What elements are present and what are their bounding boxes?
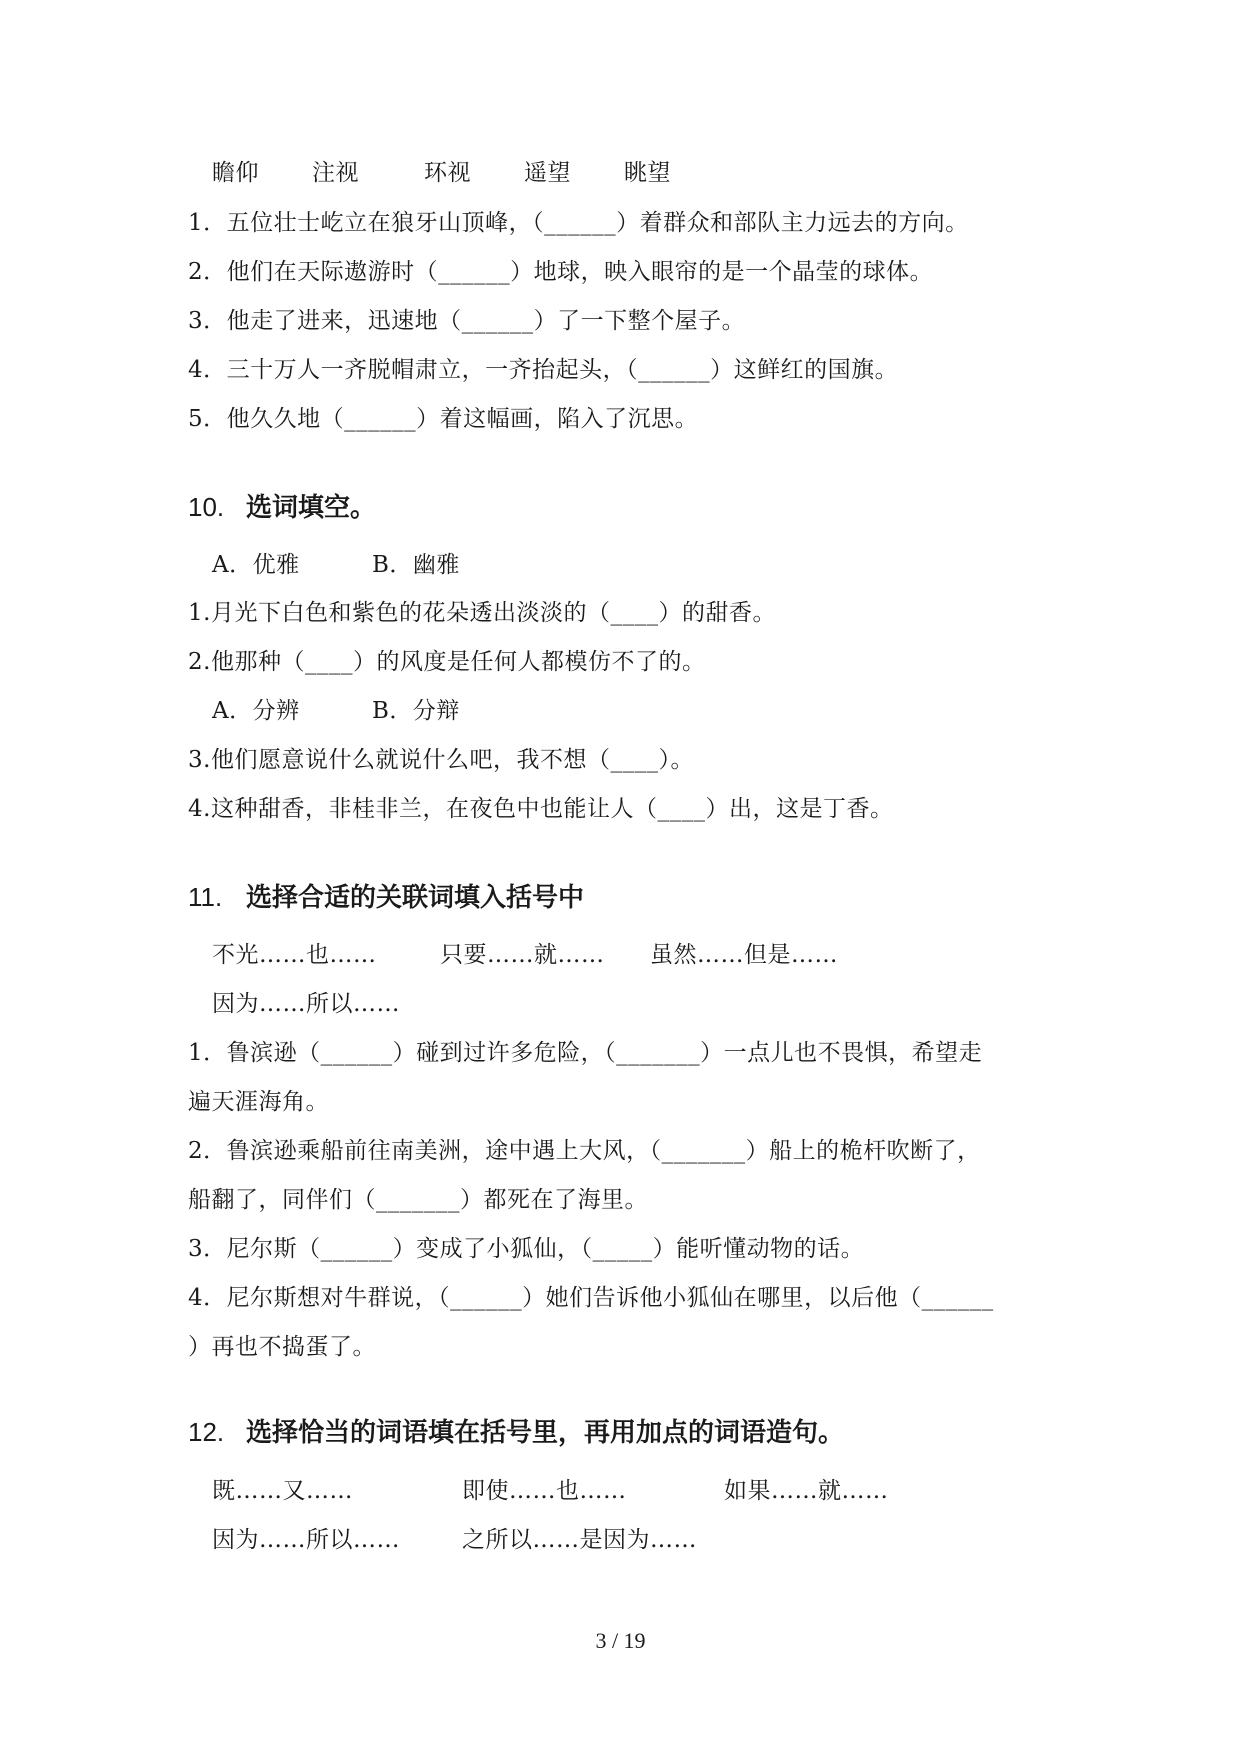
word-option: 眺望 — [624, 160, 671, 186]
word-bank-12-row1 — [0, 1476, 1241, 1506]
section-number: 10. — [188, 492, 225, 522]
question-item: 2．鲁滨逊乘船前往南美洲，途中遇上大风，（_______）船上的桅杆吹断了， — [188, 1138, 981, 1164]
section-heading-12 — [188, 1415, 844, 1450]
word-option: 遥望 — [524, 160, 571, 186]
word-option: 既……又…… — [212, 1478, 353, 1504]
question-item: 1．鲁滨逊（______）碰到过许多危险，（_______）一点儿也不畏惧，希望走 — [188, 1040, 983, 1066]
section-title: 选择合适的关联词填入括号中 — [246, 883, 585, 913]
word-bank-11-row2 — [0, 989, 1241, 1019]
word-option: 环视 — [424, 160, 471, 186]
question-item: 3．他走了进来，迅速地（______）了一下整个屋子。 — [188, 308, 746, 334]
word-option: 瞻仰 — [212, 160, 259, 186]
word-bank-12-row2 — [0, 1525, 1241, 1555]
question-item: 3.他们愿意说什么就说什么吧，我不想（____）。 — [188, 747, 694, 773]
section-heading-11 — [188, 880, 584, 915]
word-option: 注视 — [312, 160, 359, 186]
question-item: 2.他那种（____）的风度是任何人都模仿不了的。 — [188, 649, 706, 675]
word-option: 虽然……但是…… — [650, 942, 838, 968]
page-number: 3 / 19 — [595, 1628, 646, 1653]
question-item: 1.月光下白色和紫色的花朵透出淡淡的（____）的甜香。 — [188, 600, 776, 626]
question-item-continued: ）再也不捣蛋了。 — [188, 1334, 376, 1360]
word-option: B．幽雅 — [372, 552, 460, 578]
word-option: 因为……所以…… — [212, 991, 400, 1017]
word-options-10a — [0, 550, 1241, 580]
word-option: 即使……也…… — [462, 1478, 627, 1504]
word-option: 只要……就…… — [440, 942, 605, 968]
word-option: B．分辩 — [372, 698, 460, 724]
question-item-continued: 遍天涯海角。 — [188, 1089, 329, 1115]
question-item: 4．三十万人一齐脱帽肃立，一齐抬起头，（______）这鲜红的国旗。 — [188, 357, 899, 383]
section-heading-10 — [188, 490, 376, 525]
question-item-continued: 船翻了，同伴们（_______）都死在了海里。 — [188, 1187, 648, 1213]
word-options-10b — [0, 696, 1241, 726]
word-option: 之所以……是因为…… — [462, 1527, 697, 1553]
question-item: 3．尼尔斯（______）变成了小狐仙，（_____）能听懂动物的话。 — [188, 1236, 865, 1262]
section-number: 11. — [188, 882, 223, 912]
question-item: 4.这种甜香，非桂非兰，在夜色中也能让人（____）出，这是丁香。 — [188, 796, 894, 822]
word-option: 因为……所以…… — [212, 1527, 400, 1553]
question-item: 1．五位壮士屹立在狼牙山顶峰，（______）着群众和部队主力远去的方向。 — [188, 210, 969, 236]
word-option: 如果……就…… — [724, 1478, 889, 1504]
section-number: 12. — [188, 1417, 225, 1447]
word-option: A．分辨 — [212, 698, 300, 724]
word-option: A．优雅 — [212, 552, 300, 578]
question-item: 5．他久久地（______）着这幅画，陷入了沉思。 — [188, 406, 699, 432]
word-option: 不光……也…… — [212, 942, 377, 968]
section-title: 选词填空。 — [246, 493, 377, 523]
question-item: 4．尼尔斯想对牛群说，（______）她们告诉他小狐仙在哪里，以后他（______ — [188, 1285, 994, 1311]
word-bank-11-row1 — [0, 940, 1241, 970]
word-bank-9 — [0, 158, 1241, 188]
section-title: 选择恰当的词语填在括号里，再用加点的词语造句。 — [246, 1418, 845, 1448]
question-item: 2．他们在天际遨游时（______）地球，映入眼帘的是一个晶莹的球体。 — [188, 259, 934, 285]
